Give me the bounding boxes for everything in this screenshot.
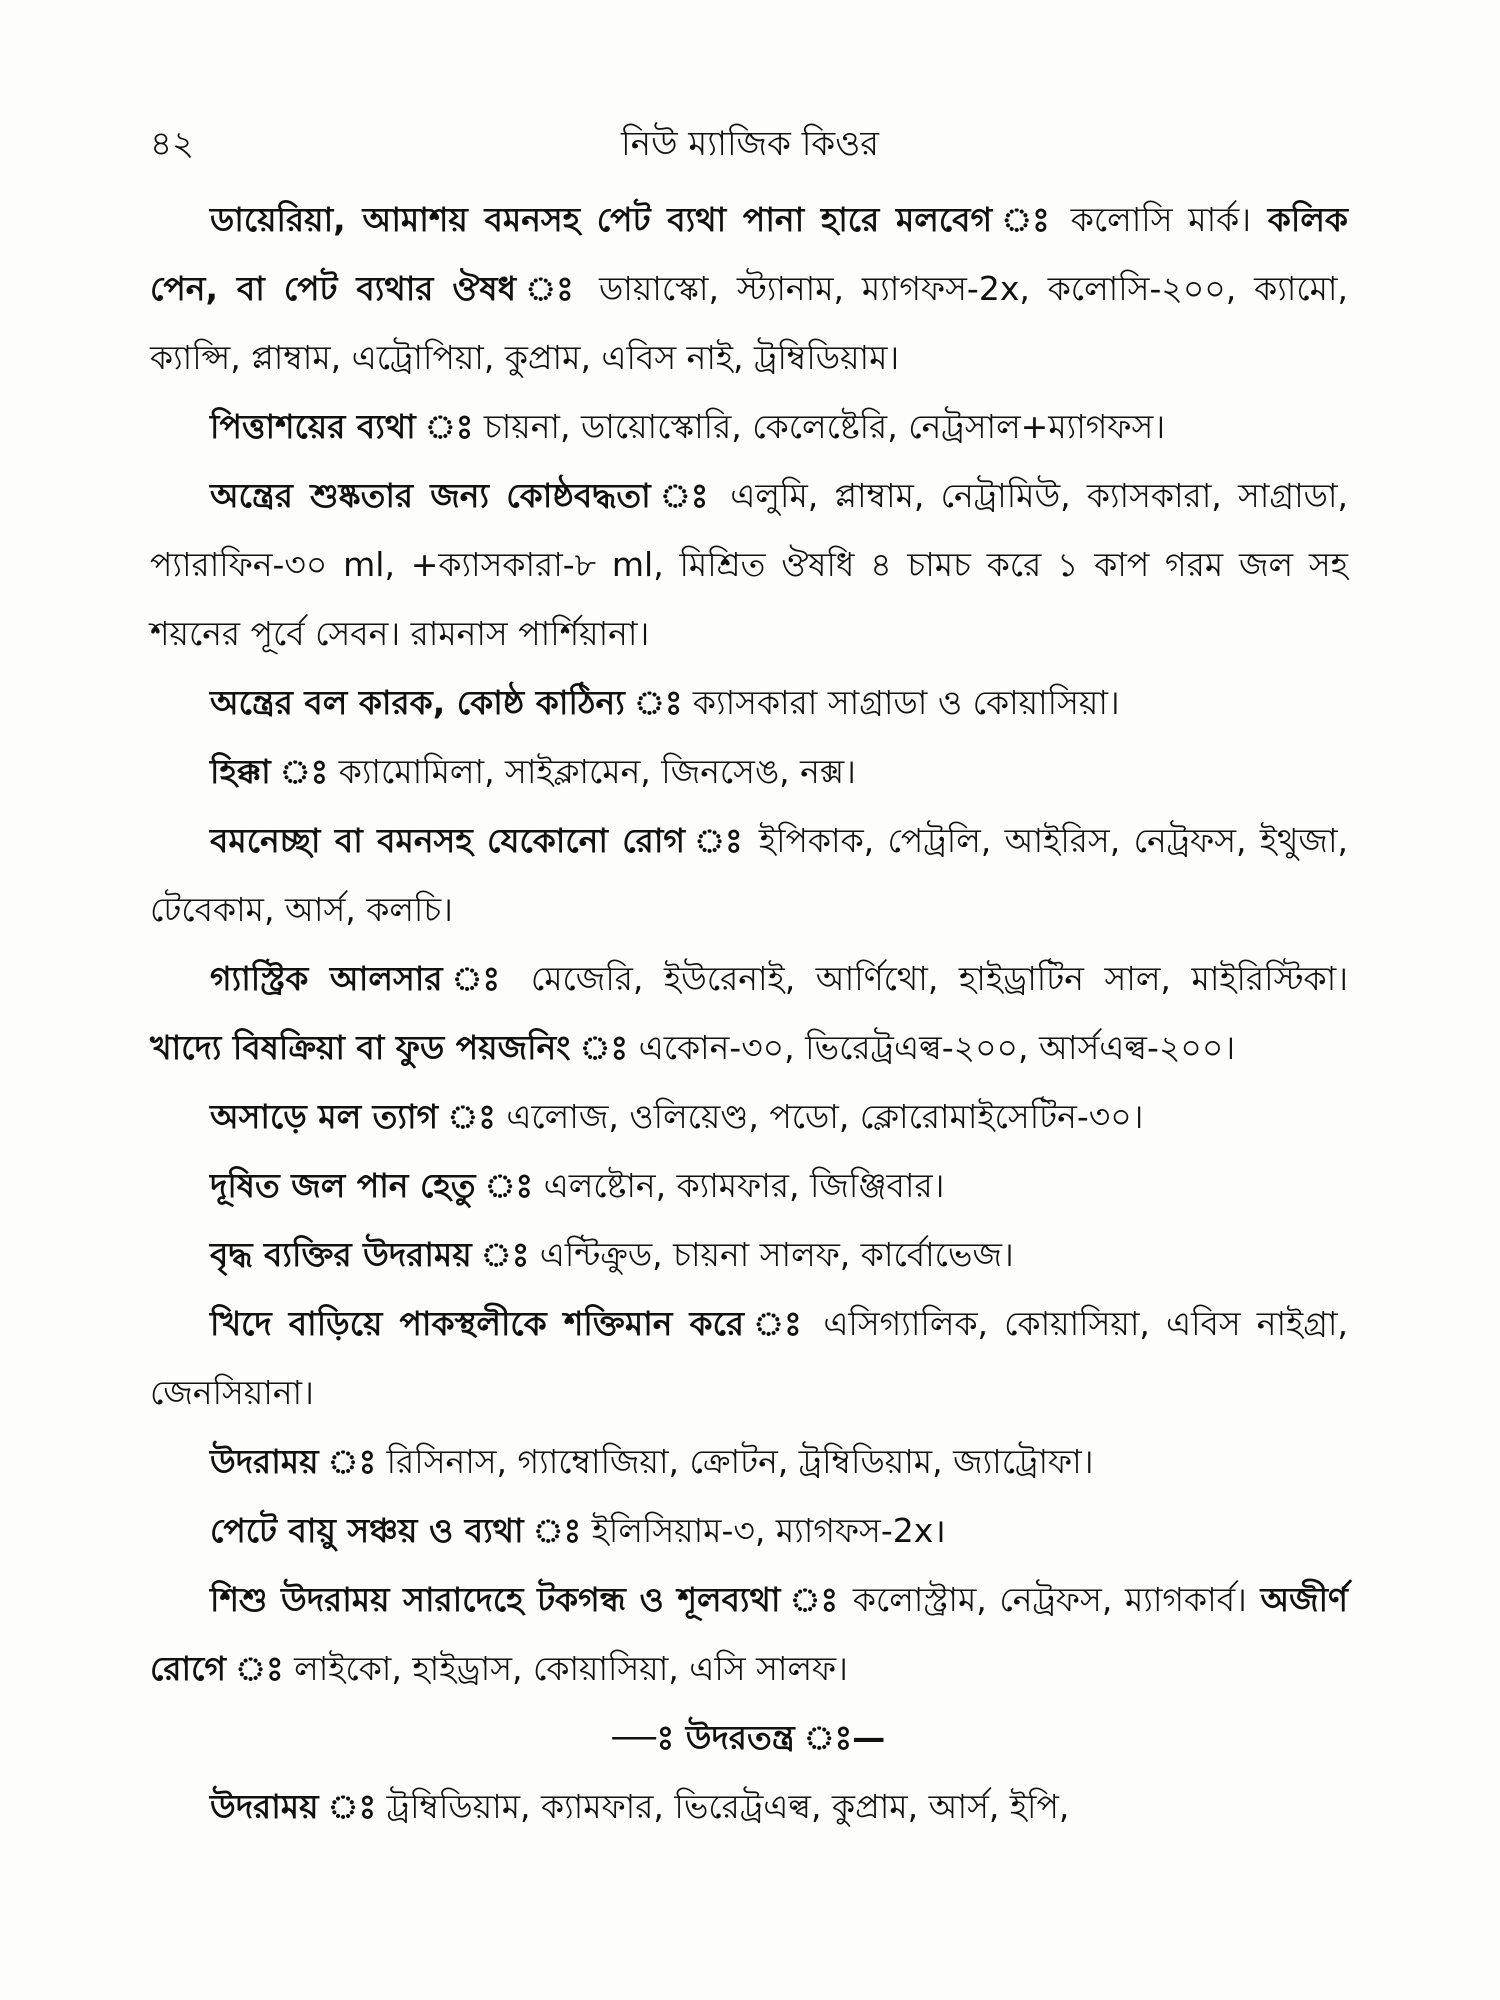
remedy-list: এন্টিক্রুড, চায়না সালফ, কার্বোভেজ। <box>529 1235 1014 1274</box>
remedy-list: ডায়াস্কো, স্ট্যানাম, ম্যাগফস-2x, কলোসি-২০০, ক্যামো, ক্যাপ্সি, প্লাম্বাম, এট্রোপিয়া, কুপ্রাম, এবিস নাই, ট্রম্বিডিয়াম। <box>150 269 1348 377</box>
remedy-list: ক্যামোমিলা, সাইক্লামেন, জিনসেঙ, নক্স। <box>328 752 856 791</box>
remedy-list: ট্রম্বিডিয়াম, ক্যামফার, ভিরেট্রএল্ব, কুপ্রাম, আর্স, ইপি, <box>376 1787 1070 1826</box>
remedy-paragraph <box>150 737 1348 806</box>
condition-term: অন্ত্রের বল কারক, কোষ্ঠ কাঠিন্য ঃ <box>210 683 683 722</box>
remedy-paragraph <box>150 1427 1348 1496</box>
remedy-list: চায়না, ডায়োস্কোরি, কেলেষ্টেরি, নেট্রসাল+ম্যাগফস। <box>473 407 1166 446</box>
remedy-list: মেজেরি, ইউরেনাই, আর্ণিথো, হাইড্রাটিন সাল, মাইরিস্টিকা। <box>510 959 1349 998</box>
remedy-paragraph <box>150 944 1348 1082</box>
condition-term: শিশু উদরাময় সারাদেহে টকগন্ধ ও শূলব্যথা ঃ <box>210 1580 841 1619</box>
condition-term: খাদ্যে বিষক্রিয়া বা ফুড পয়জনিং ঃ <box>150 1028 629 1067</box>
condition-term: বৃদ্ধ ব্যক্তির উদরাময় ঃ <box>210 1235 530 1274</box>
remedy-paragraph <box>150 1496 1348 1565</box>
remedy-paragraph <box>150 1082 1348 1151</box>
condition-term: অজীর্ণ রোগে ঃ <box>150 1580 1348 1688</box>
condition-term: অসাড়ে মল ত্যাগ ঃ <box>210 1097 496 1136</box>
remedy-list: এলোজ, ওলিয়েণ্ড, পডো, ক্লোরোমাইসেটিন-৩০। <box>495 1097 1144 1136</box>
remedy-list: ইলিসিয়াম-৩, ম্যাগফস-2x। <box>581 1511 946 1550</box>
remedy-paragraph <box>150 1772 1348 1841</box>
remedy-list: এলষ্টোন, ক্যামফার, জিঞ্জিবার। <box>533 1166 945 1205</box>
condition-term: খিদে বাড়িয়ে পাকস্থলীকে শক্তিমান করে ঃ <box>210 1304 808 1343</box>
remedy-list: ইপিকাক, পেট্রলি, আইরিস, নেট্রফস, ইথুজা, টেবেকাম, আর্স, কলচি। <box>150 821 1349 929</box>
condition-term: ডায়েরিয়া, আমাশয় বমনসহ পেট ব্যথা পানা হারে মলবেগ ঃ <box>210 200 1056 239</box>
condition-term: দূষিত জল পান হেতু ঃ <box>210 1166 534 1205</box>
page-body <box>150 185 1348 1841</box>
page-header <box>150 118 1350 168</box>
remedy-list: এলুমি, প্লাম্বাম, নেট্রামিউ, ক্যাসকারা, সাগ্রাডা, প্যারাফিন-৩০ ml, +ক্যাসকারা-৮ ml, মিশ্রিত ঔষধি ৪ চামচ করে ১ কাপ গরম জল সহ শয়নের পূর্বে সেবন। রামনাস পার্শিয়ানা। <box>150 476 1348 653</box>
condition-term: গ্যাস্ট্রিক আলসার ঃ <box>210 959 511 998</box>
remedy-list: রিসিনাস, গ্যাম্বোজিয়া, ক্রোটন, ট্রম্বিডিয়াম, জ্যাট্রোফা। <box>376 1442 1094 1481</box>
remedy-list: ক্যাসকারা সাগ্রাডা ও কোয়াসিয়া। <box>682 683 1120 722</box>
remedy-paragraph <box>150 185 1348 392</box>
remedy-paragraph <box>150 1151 1348 1220</box>
condition-term: কলিক পেন, বা পেট ব্যথার ঔষধ ঃ <box>150 200 1348 308</box>
section-heading: —ঃ উদরতন্ত্র ঃ— <box>612 1718 886 1757</box>
remedy-paragraph <box>150 806 1348 944</box>
remedy-list: একোন-৩০, ভিরেট্রএল্ব-২০০, আর্সএল্ব-২০০। <box>628 1028 1236 1067</box>
condition-term: হিক্কা ঃ <box>210 752 329 791</box>
condition-term: বমনেচ্ছা বা বমনসহ যেকোনো রোগ ঃ <box>210 821 746 860</box>
condition-term: পিত্তাশয়ের ব্যথা ঃ <box>210 407 474 446</box>
remedy-paragraph <box>150 392 1348 461</box>
remedy-paragraph <box>150 1220 1348 1289</box>
remedy-list: কলোস্ট্রাম, নেট্রফস, ম্যাগকার্ব। <box>840 1580 1247 1619</box>
remedy-paragraph <box>150 1565 1348 1703</box>
running-title: নিউ ম্যাজিক কিওর <box>621 124 879 164</box>
condition-term: অন্ত্রের শুষ্কতার জন্য কোষ্ঠবদ্ধতা ঃ <box>210 476 715 515</box>
condition-term: উদরাময় ঃ <box>210 1442 377 1481</box>
remedy-list: এসিগ্যালিক, কোয়াসিয়া, এবিস নাইগ্রা, জেনসিয়ানা। <box>150 1304 1348 1412</box>
condition-term: পেটে বায়ু সঞ্চয় ও ব্যথা ঃ <box>210 1511 582 1550</box>
remedy-paragraph <box>150 461 1348 668</box>
page-number: ৪২ <box>150 124 195 164</box>
remedy-paragraph <box>150 1289 1348 1427</box>
remedy-list: কলোসি মার্ক। <box>1055 200 1252 239</box>
remedy-list: লাইকো, হাইড্রাস, কোয়াসিয়া, এসি সালফ। <box>283 1649 848 1688</box>
remedy-paragraph <box>150 668 1348 737</box>
condition-term: উদরাময় ঃ <box>210 1787 377 1826</box>
